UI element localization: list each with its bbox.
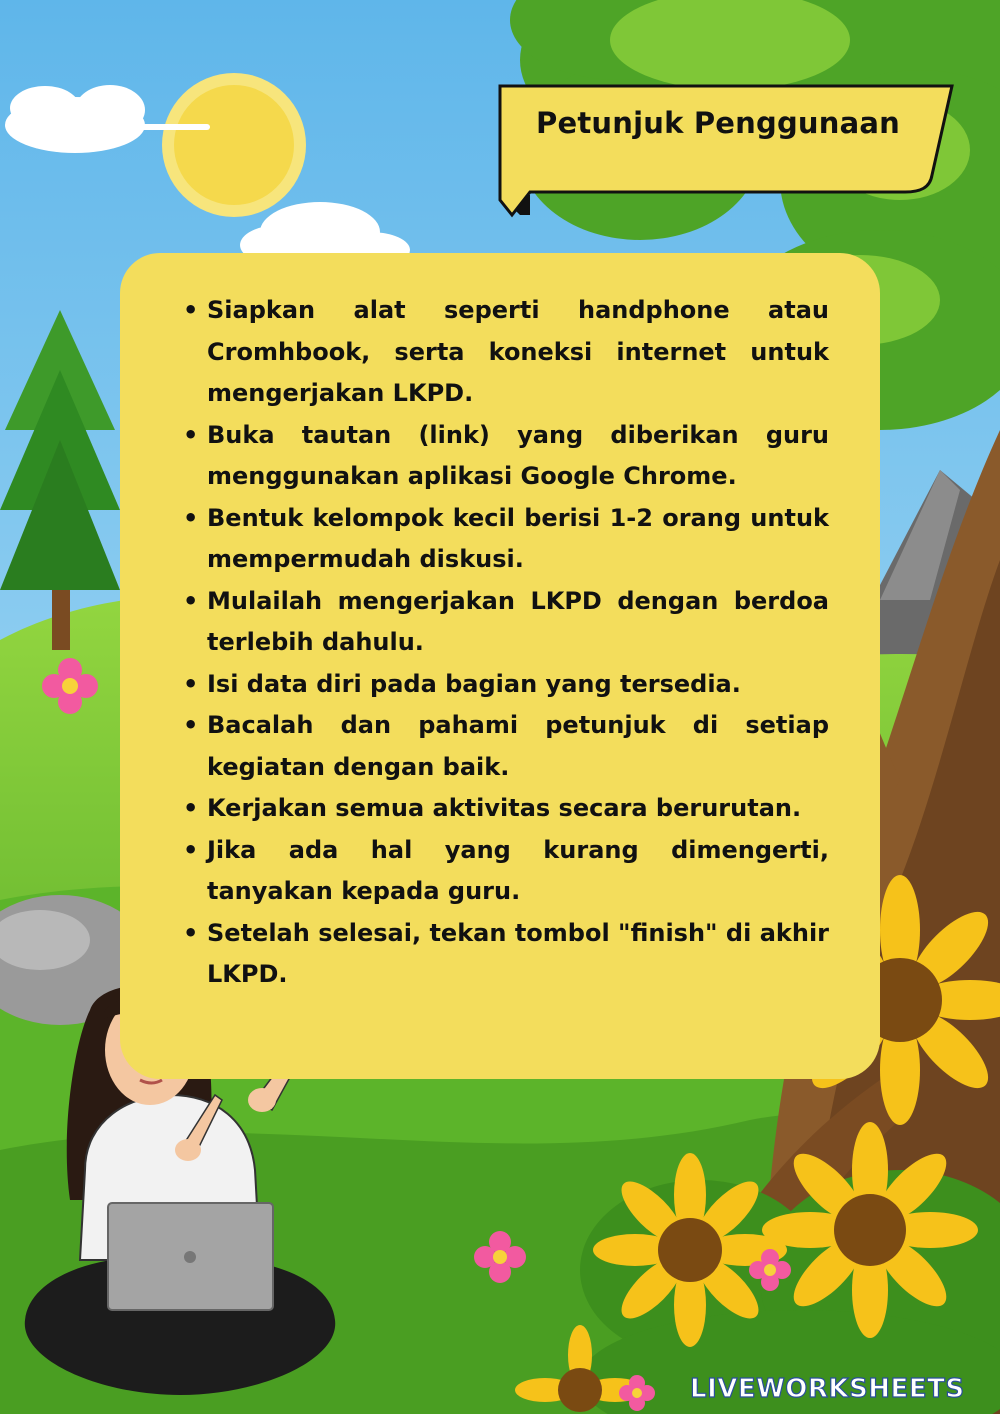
list-item: • Kerjakan semua aktivitas secara berurutan. — [183, 788, 829, 830]
list-item: • Mulailah mengerjakan LKPD dengan berdoa terlebih dahulu. — [183, 581, 829, 664]
list-item: • Jika ada hal yang kurang dimengerti, tanyakan kepada guru. — [183, 830, 829, 913]
list-item: • Bacalah dan pahami petunjuk di setiap kegiatan dengan baik. — [183, 705, 829, 788]
list-item: • Isi data diri pada bagian yang tersedia. — [183, 664, 829, 706]
instructions-list — [183, 290, 829, 996]
list-item: • Buka tautan (link) yang diberikan guru menggunakan aplikasi Google Chrome. — [183, 415, 829, 498]
list-item: • Siapkan alat seperti handphone atau Cromhbook, serta koneksi internet untuk mengerjakan LKPD. — [183, 290, 829, 415]
list-item: • Setelah selesai, tekan tombol "finish" di akhir LKPD. — [183, 913, 829, 996]
list-item: • Bentuk kelompok kecil berisi 1-2 orang untuk mempermudah diskusi. — [183, 498, 829, 581]
liveworksheets-watermark: LIVEWORKSHEETS — [690, 1374, 965, 1404]
page-title: Petunjuk Penggunaan — [536, 106, 901, 140]
